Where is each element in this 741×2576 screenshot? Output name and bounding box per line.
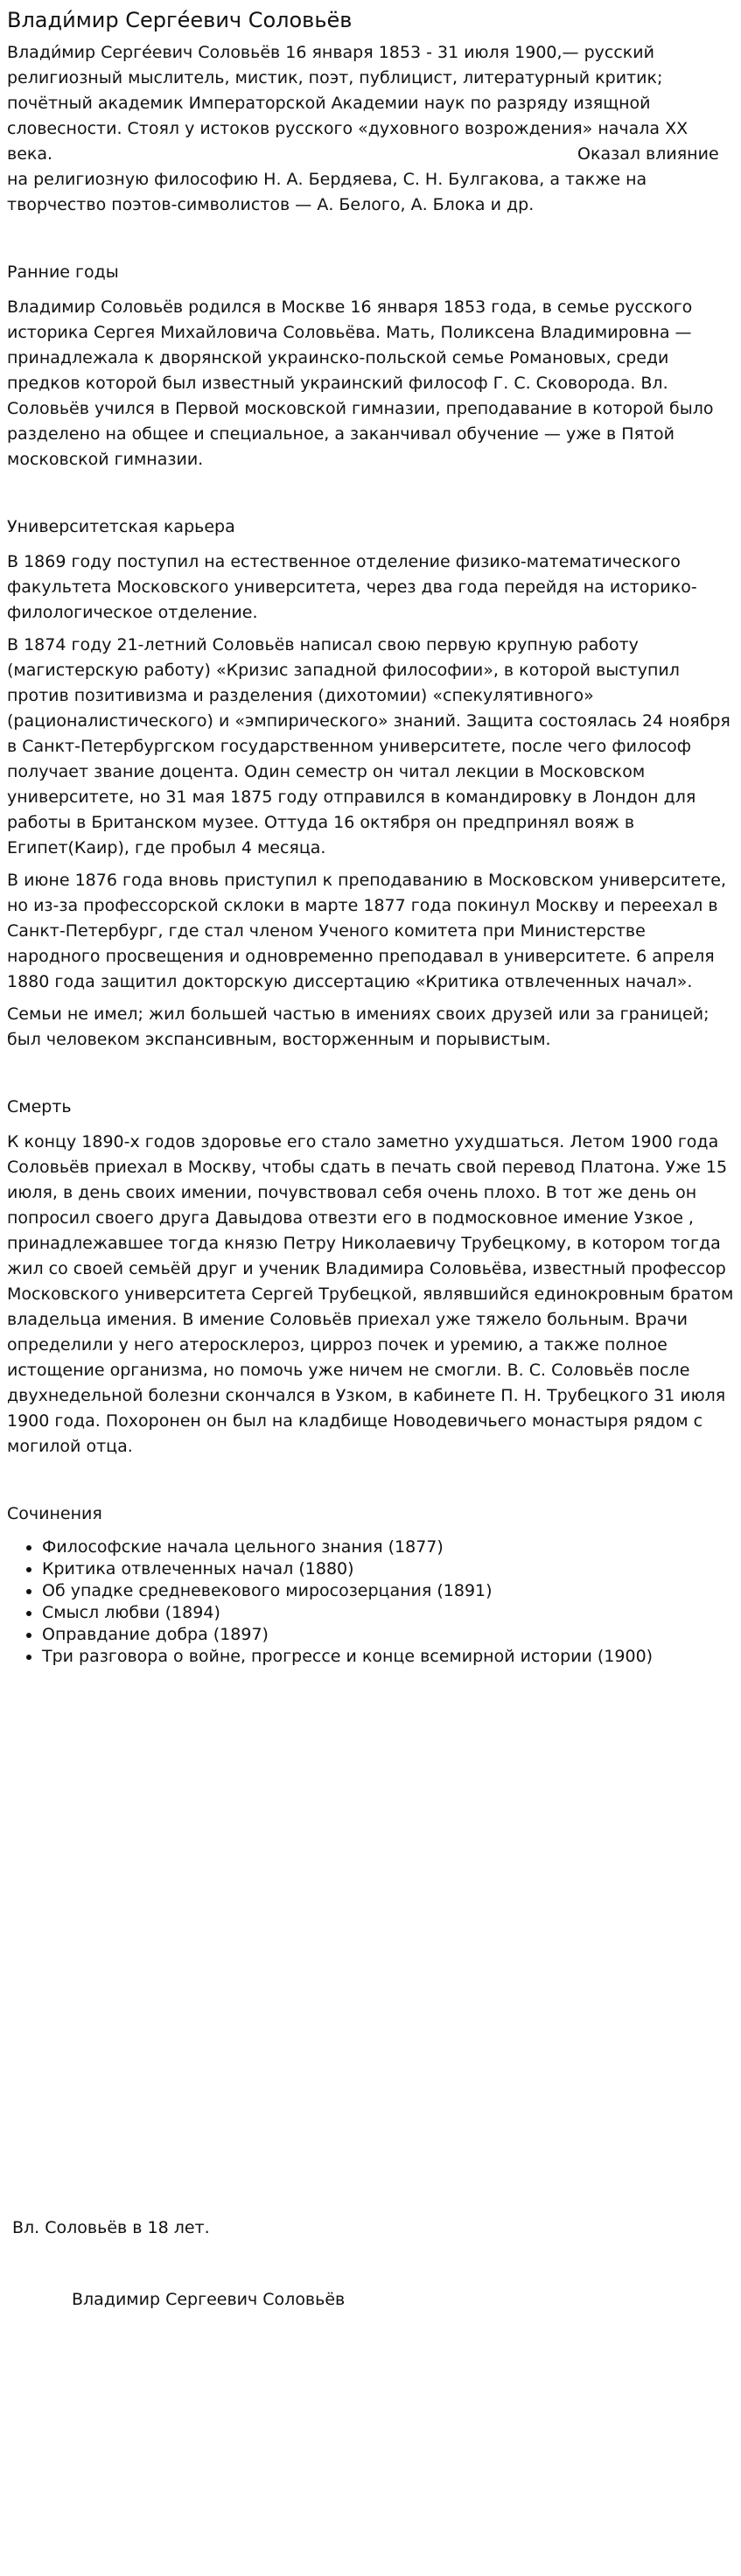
career-paragraph-1: В 1869 году поступил на естественное отделение физико-математического факультета Московского университета, через два года перейдя на историко-филологическое отделение. [7,552,697,622]
list-item: • Оправдание добра (1897) [42,1624,734,1646]
works-list [7,1536,734,1668]
career-paragraph-2: В 1874 году 21-летний Соловьёв написал свою первую крупную работу (магистерскую работу) «Кризис западной философии», в которой выступил против позитивизма и разделения (дихотомии) «спекулятивного» (рационалистического) и «эмпирического» знаний. Защита состоялась 24 ноября в Санкт-Петербургском государственном университете, после чего философ получает звание доцента. Один семестр он читал лекции в Московском университете, но 31 мая 1875 году отправился в командировку в Лондон для работы в Британском музее. Оттуда 16 октября он предпринял вояж в Египет(Каир), где пробыл 4 месяца. [7,635,731,858]
list-item: • Об упадке средневекового миросозерцания (1891) [42,1580,734,1602]
document-page [0,7,741,1668]
list-item: • Смысл любви (1894) [42,1602,734,1624]
section-heading-works: Сочинения [7,1504,102,1523]
list-item: • Три разговора о войне, прогрессе и конце всемирной истории (1900) [42,1646,734,1668]
intro-paragraph [7,40,734,218]
list-item: • Критика отвлеченных начал (1880) [42,1558,734,1580]
early-years-paragraph: Владимир Соловьёв родился в Москве 16 января 1853 года, в семье русского историка Сергея Михайловича Соловьёва. Мать, Поликсена Владимировна — принадлежала к дворянской украинско-польской семье Романовых, среди предков которой был известный украинский философ Г. С. Сковорода. Вл. Соловьёв учился в Первой московской гимназии, преподавание в которой было разделено на общее и специальное, а заканчивал обучение — уже в Пятой московской гимназии. [7,298,714,469]
intro-text: Влади́мир Серге́евич Соловьёв 16 января 1853 - 31 июля 1900,— русский религиозный мыслитель, мистик, поэт, публицист, литературный критик; почётный академик Императорской Академии наук по разряду изящной словесности. Стоял у истоков русского «духовного возрождения» начала XX века. [7,43,689,164]
intro-text-continued: Оказал влияние на религиозную философию Н. А. Бердяева, С. Н. Булгакова, а также на творчество поэтов-символистов — А. Белого, А. Блока и др. [7,144,719,214]
section-heading-early-years: Ранние годы [7,262,119,282]
figure-area [0,1670,741,2576]
portrait-label: Владимир Сергеевич Соловьёв [72,2290,346,2309]
list-item: • Философские начала цельного знания (1877) [42,1536,734,1558]
page-title: Влади́мир Серге́евич Соловьёв [7,8,353,32]
section-heading-university-career: Университетская карьера [7,517,235,536]
section-heading-death: Смерть [7,1097,72,1116]
career-paragraph-3: В июне 1876 года вновь приступил к преподаванию в Московском университете, но из-за профессорской склоки в марте 1877 года покинул Москву и переехал в Санкт-Петербург, где стал членом Ученого комитета при Министерстве народного просвещения и одновременно преподавал в университете. 6 апреля 1880 года защитил докторскую диссертацию «Критика отвлеченных начал». [7,871,727,991]
intro-section [7,40,734,218]
photo-caption: Вл. Соловьёв в 18 лет. [12,2218,210,2237]
career-paragraph-4: Семьи не имел; жил большей частью в имениях своих друзей или за границей; был человеком экспансивным, восторженным и порывистым. [7,1004,710,1049]
death-paragraph: К концу 1890-х годов здоровье его стало заметно ухудшаться. Летом 1900 года Соловьёв приехал в Москву, чтобы сдать в печать свой перевод Платона. Уже 15 июля, в день своих имении, почувствовал себя очень плохо. В тот же день он попросил своего друга Давыдова отвезти его в подмосковное имение Узкое , принадлежавшее тогда князю Петру Николаевичу Трубецкому, в котором тогда жил со своей семьёй друг и ученик Владимира Соловьёва, известный профессор Московского университета Сергей Трубецкой, являвшийся единокровным братом владельца имения. В имение Соловьёв приехал уже тяжело больным. Врачи определили у него атеросклероз, цирроз почек и уремию, а также полное истощение организма, но помочь уже ничем не смогли. В. С. Соловьёв после двухнедельной болезни скончался в Узком, в кабинете П. Н. Трубецкого 31 июля 1900 года. Похоронен он был на кладбище Новодевичьего монастыря рядом с могилой отца. [7,1132,734,1456]
